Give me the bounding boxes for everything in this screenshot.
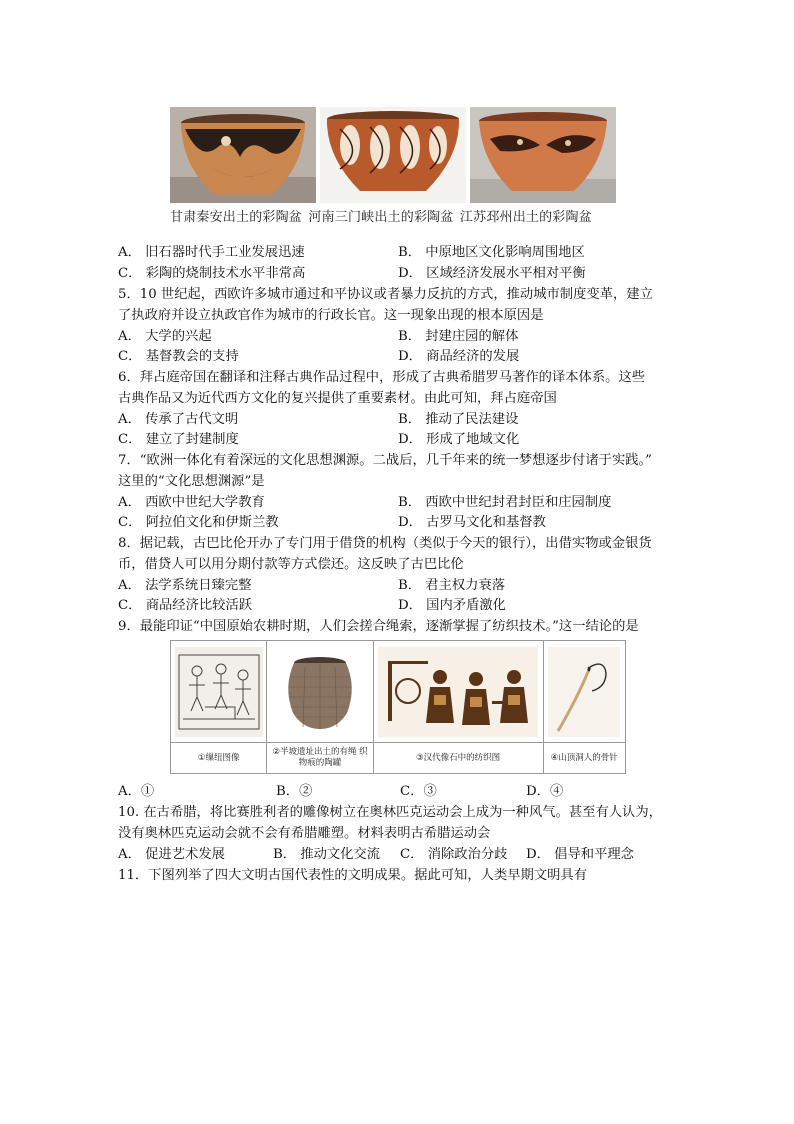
q6-option-c[interactable]: C． 建立了封建制度: [118, 432, 239, 447]
q4-option-a[interactable]: A． 旧石器时代手工业发展迅速: [118, 245, 305, 260]
pottery-captions: [170, 206, 620, 225]
q8-option-b[interactable]: B． 君主权力衰落: [398, 578, 506, 593]
q9-figure-table: [170, 640, 626, 774]
q4-options-row1: [118, 243, 678, 263]
q5-option-d[interactable]: D． 商品经济的发展: [398, 349, 520, 364]
q7-option-c[interactable]: C． 阿拉伯文化和伊斯兰教: [118, 515, 279, 530]
q9-figure-cell-4: [544, 641, 625, 773]
q11-stem: 11．下图列举了四大文明古国代表性的文明成果。据此可知，人类早期文明具有: [118, 868, 588, 883]
q7-option-b[interactable]: B． 西欧中世纪封君封臣和庄园制度: [398, 495, 612, 510]
q9-stem: 9．最能印证“中国原始农耕时期，人们会搓合绳索，逐渐掌握了纺织技术。”这一结论的是: [118, 619, 639, 634]
q6-option-b[interactable]: B． 推动了民法建设: [398, 412, 519, 427]
q9-figure-cell-3: [374, 641, 544, 773]
q8-option-c[interactable]: C． 商品经济比较活跃: [118, 598, 253, 613]
q5-stem-line2: 了执政府并设立执政官作为城市的行政长官。这一现象出现的根本原因是: [118, 308, 544, 323]
q10-option-b[interactable]: B． 推动文化交流: [273, 847, 381, 862]
q9-figure-caption-1: ①缫纽图像: [197, 752, 240, 763]
q9-option-b[interactable]: B．②: [276, 784, 313, 799]
pottery-image-gansu: [170, 107, 316, 203]
q7-option-a[interactable]: A． 西欧中世纪大学教育: [118, 495, 265, 510]
q10-options-row: [118, 845, 678, 865]
q7-options-row2: [118, 513, 678, 533]
pottery-image-henan: [320, 107, 466, 203]
q4-option-c[interactable]: C． 彩陶的烧制技术水平非常高: [118, 266, 306, 281]
q8-options-row1: [118, 576, 678, 596]
q9-figure-caption-4: ④山顶洞人的骨针: [550, 752, 618, 763]
pottery-caption-jiangsu: 江苏邳州出土的彩陶盆: [459, 210, 592, 225]
q9-figure-cell-1: [171, 641, 267, 773]
pottery-caption-henan: 河南三门峡出土的彩陶盆: [308, 210, 454, 225]
q9-option-a[interactable]: A．①: [118, 784, 155, 799]
q9-figure-image-2: [267, 641, 372, 743]
pottery-image-jiangsu: [470, 107, 616, 203]
q10-stem-line1: 10. 在古希腊，将比赛胜利者的雕像树立在奥林匹克运动会上成为一种风气。甚至有人认为，: [118, 805, 662, 820]
q4-option-d[interactable]: D． 区域经济发展水平相对平衡: [398, 266, 586, 281]
q9-figure-cell-2: [267, 641, 373, 773]
q10-option-c[interactable]: C． 消除政治分歧: [400, 847, 508, 862]
q9-option-d[interactable]: D．④: [526, 784, 564, 799]
q9-options-row: [118, 782, 678, 802]
q4-option-b[interactable]: B． 中原地区文化影响周围地区: [398, 245, 585, 260]
q9-figure-image-3: [374, 641, 543, 743]
q10-stem-line2: 没有奥林匹克运动会就不会有希腊雕塑。材料表明古希腊运动会: [118, 826, 491, 841]
q7-options-row1: [118, 493, 678, 513]
q6-option-d[interactable]: D． 形成了地域文化: [398, 432, 520, 447]
q8-stem-line1: 8．据记载，古巴比伦开办了专门用于借贷的机构（类似于今天的银行），出借实物或金银货: [118, 536, 652, 551]
q6-option-a[interactable]: A． 传承了古代文明: [118, 412, 239, 427]
q9-figure-image-4: [544, 641, 625, 743]
q5-option-b[interactable]: B． 封建庄园的解体: [398, 329, 519, 344]
q5-option-a[interactable]: A． 大学的兴起: [118, 329, 212, 344]
q8-option-a[interactable]: A． 法学系统日臻完整: [118, 578, 252, 593]
q9-option-c[interactable]: C．③: [400, 784, 437, 799]
q7-stem-line2: 这里的“文化思想渊源”是: [118, 474, 265, 489]
q6-options-row1: [118, 410, 678, 430]
q10-option-d[interactable]: D． 倡导和平理念: [526, 847, 634, 862]
q9-figure-caption-2: ②半坡遗址出土的有绳 织物痕的陶罐: [272, 747, 368, 768]
q7-option-d[interactable]: D． 古罗马文化和基督教: [398, 515, 546, 530]
q4-options-row2: [118, 264, 678, 284]
q5-option-c[interactable]: C． 基督教会的支持: [118, 349, 239, 364]
pottery-image-strip: [170, 107, 616, 203]
q10-option-a[interactable]: A． 促进艺术发展: [118, 847, 225, 862]
q7-stem-line1: 7．“欧洲一体化有着深远的文化思想渊源。二战后，几千年来的统一梦想逐步付诸于实践。”: [118, 453, 652, 468]
q5-options-row2: [118, 347, 678, 367]
q6-stem-line1: 6．拜占庭帝国在翻译和注释古典作品过程中，形成了古典希腊罗马著作的译本体系。这些: [118, 370, 646, 385]
q9-figure-image-1: [171, 641, 266, 743]
q8-option-d[interactable]: D． 国内矛盾激化: [398, 598, 506, 613]
q6-options-row2: [118, 430, 678, 450]
q5-options-row1: [118, 327, 678, 347]
q6-stem-line2: 古典作品又为近代西方文化的复兴提供了重要素材。由此可知，拜占庭帝国: [118, 391, 557, 406]
pottery-caption-gansu: 甘肃秦安出土的彩陶盆: [170, 210, 303, 225]
q9-figure-caption-3: ③汉代像石中的纺织图: [416, 752, 501, 763]
q5-stem-line1: 5．10 世纪起，西欧许多城市通过和平协议或者暴力反抗的方式，推动城市制度变革，建立: [118, 287, 653, 302]
q8-options-row2: [118, 596, 678, 616]
q8-stem-line2: 币，借贷人可以用分期付款等方式偿还。这反映了古巴比伦: [118, 557, 464, 572]
